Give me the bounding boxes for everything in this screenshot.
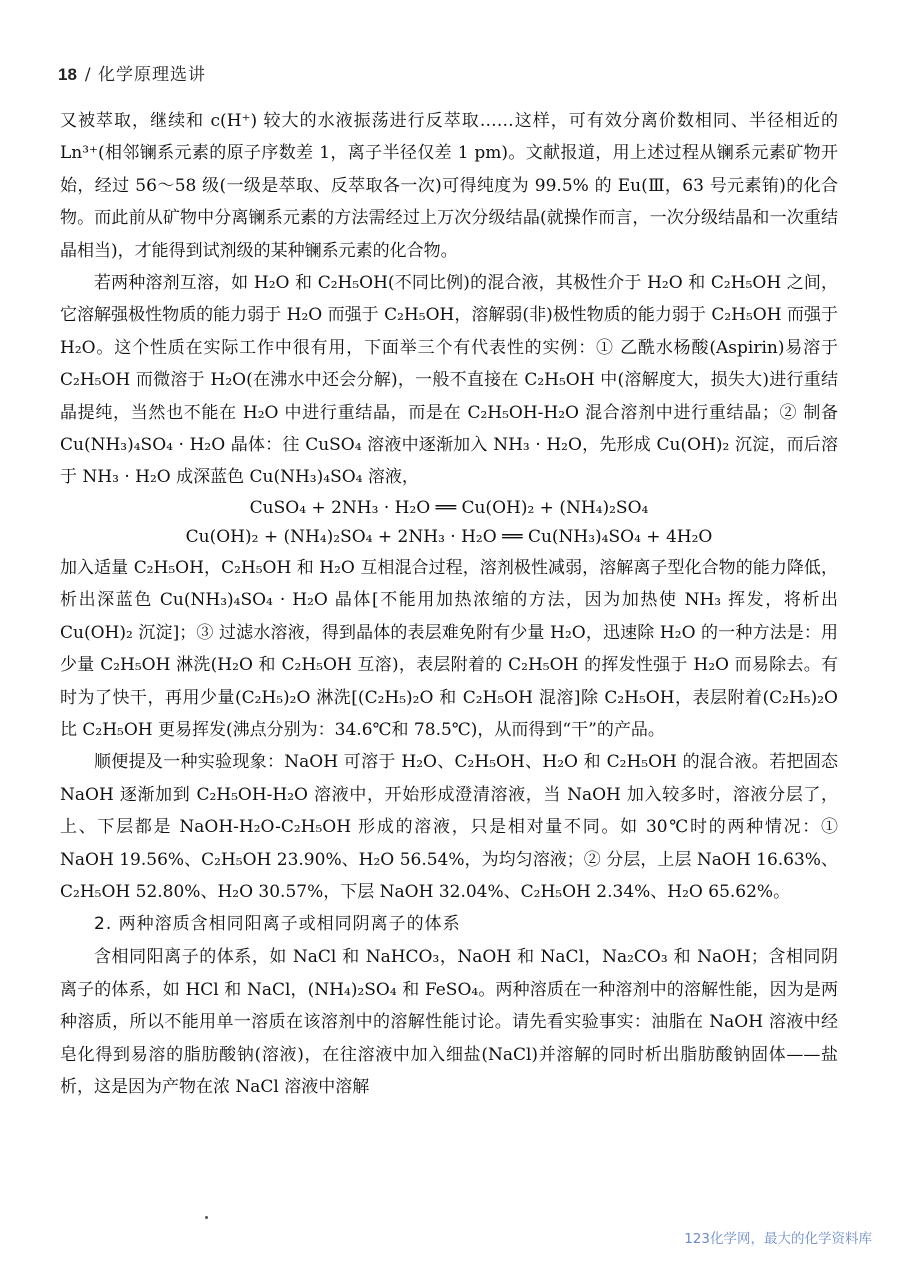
paragraph-4: 顺便提及一种实验现象：NaOH 可溶于 H₂O、C₂H₅OH、H₂O 和 C₂H₅OH 的混合液。若把固态 NaOH 逐渐加到 C₂H₅OH-H₂O 溶液中，开始形成澄清溶液，当 NaOH 加入较多时，溶液分层了，上、下层都是 NaOH-H₂O-C₂H₅OH 形成的溶液，只是相对量不同。如 30℃时的两种情况：① NaOH 19.56%、C₂H₅OH 23.90%、H₂O 56.54%，为均匀溶液；② 分层，上层 NaOH 16.63%、C₂H₅OH 52.80%、H₂O 30.57%，下层 NaOH 32.04%、C₂H₅OH 2.34%、H₂O 65.62%。: [60, 752, 838, 902]
page-number: 18: [58, 65, 77, 84]
paragraph-2: 若两种溶剂互溶，如 H₂O 和 C₂H₅OH(不同比例)的混合液，其极性介于 H₂O 和 C₂H₅OH 之间，它溶解强极性物质的能力弱于 H₂O 而强于 C₂H₅OH，溶解弱(非)极性物质的能力弱于 C₂H₅OH 而强于 H₂O。这个性质在实际工作中很有用，下面举三个有代表性的实例：① 乙酰水杨酸(Aspirin)易溶于 C₂H₅OH 而微溶于 H₂O(在沸水中还会分解)，一般不直接在 C₂H₅OH 中(溶解度大，损失大)进行重结晶提纯，当然也不能在 H₂O 中进行重结晶，而是在 C₂H₅OH-H₂O 混合溶剂中进行重结晶；② 制备 Cu(NH₃)₄SO₄ · H₂O 晶体：往 CuSO₄ 溶液中逐渐加入 NH₃ · H₂O，先形成 Cu(OH)₂ 沉淀，而后溶于 NH₃ · H₂O 成深蓝色 Cu(NH₃)₄SO₄ 溶液，: [60, 273, 838, 488]
page-body: [60, 105, 838, 1103]
equation-1: CuSO₄ + 2NH₃ · H₂O ══ Cu(OH)₂ + (NH₄)₂SO₄: [249, 497, 649, 518]
paragraph-3: 加入适量 C₂H₅OH，C₂H₅OH 和 H₂O 互相混合过程，溶剂极性减弱，溶解离子型化合物的能力降低，析出深蓝色 Cu(NH₃)₄SO₄ · H₂O 晶体[不能用加热浓缩的方法，因为加热使 NH₃ 挥发，将析出 Cu(OH)₂ 沉淀]；③ 过滤水溶液，得到晶体的表层难免附有少量 H₂O，迅速除 H₂O 的一种方法是：用少量 C₂H₅OH 淋洗(H₂O 和 C₂H₅OH 互溶)，表层附着的 C₂H₅OH 的挥发性强于 H₂O 而易除去。有时为了快干，再用少量(C₂H₅)₂O 淋洗[(C₂H₅)₂O 和 C₂H₅OH 混溶]除 C₂H₅OH，表层附着(C₂H₅)₂O 比 C₂H₅OH 更易挥发(沸点分别为：34.6℃和 78.5℃)，从而得到“干”的产品。: [60, 557, 838, 740]
watermark: 123化学网，最大的化学资料库: [684, 1231, 872, 1247]
book-title: / 化学原理选讲: [84, 65, 207, 85]
paragraph-5: 含相同阳离子的体系，如 NaCl 和 NaHCO₃，NaOH 和 NaCl，Na₂CO₃ 和 NaOH；含相同阴离子的体系，如 HCl 和 NaCl，(NH₄)₂SO₄ 和 FeSO₄。两种溶质在一种溶剂中的溶解性能，因为是两种溶质，所以不能用单一溶质在该溶剂中的溶解性能讨论。请先看实验事实：油脂在 NaOH 溶液中经皂化得到易溶的脂肪酸钠(溶液)，在往溶液中加入细盐(NaCl)并溶解的同时析出脂肪酸钠固体——盐析，这是因为产物在浓 NaCl 溶液中溶解: [60, 947, 838, 1097]
scan-speck: [205, 1216, 208, 1219]
equation-2: Cu(OH)₂ + (NH₄)₂SO₄ + 2NH₃ · H₂O ══ Cu(NH₃)₄SO₄ + 4H₂O: [185, 526, 713, 547]
paragraph-1: 又被萃取，继续和 c(H⁺) 较大的水液振荡进行反萃取……这样，可有效分离价数相同、半径相近的 Ln³⁺(相邻镧系元素的原子序数差 1，离子半径仅差 1 pm)。文献报道，用上述过程从镧系元素矿物开始，经过 56～58 级(一级是萃取、反萃取各一次)可得纯度为 99.5% 的 Eu(Ⅲ，63 号元素铕)的化合物。而此前从矿物中分离镧系元素的方法需经过上万次分级结晶(就操作而言，一次分级结晶和一次重结晶相当)，才能得到试剂级的某种镧系元素的化合物。: [60, 111, 838, 261]
section-heading: 2. 两种溶质含相同阳离子或相同阴离子的体系: [94, 914, 461, 935]
page-header: [58, 60, 206, 85]
